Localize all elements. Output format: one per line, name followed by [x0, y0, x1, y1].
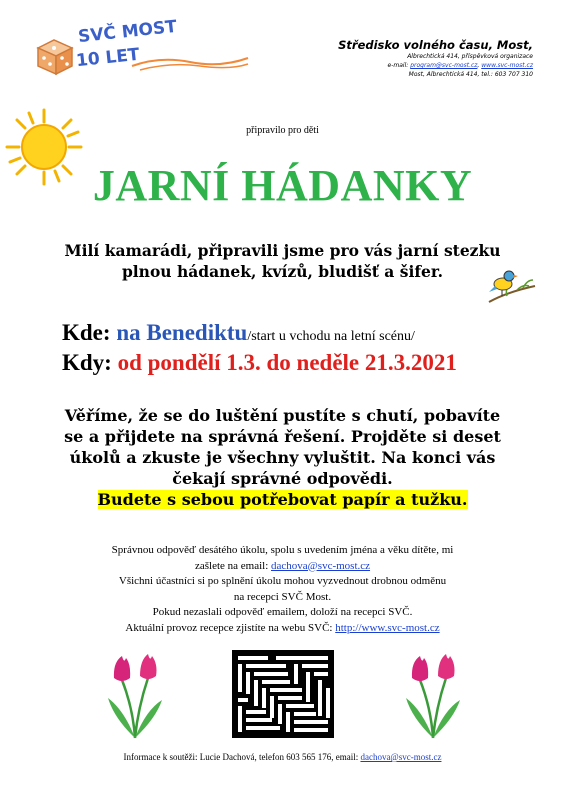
dice-logo-icon	[32, 32, 78, 78]
logo-title: SVČ MOST	[77, 16, 178, 48]
when-line	[62, 350, 457, 376]
intro-line-1: Milí kamarádi, připravili jsme pro vás jarní stezku	[64, 241, 501, 260]
page-title: JARNÍ HÁDANKY	[92, 161, 473, 210]
logo-subtitle: 10 LET	[75, 44, 141, 72]
org-email-sep: ,	[477, 62, 482, 69]
info-line-6	[30, 621, 535, 637]
svc-logo	[30, 16, 210, 82]
org-email-link[interactable]: program@svc-most.cz	[410, 62, 478, 69]
info-line-3: Všichni účastníci si po splnění úkolu mohou vyzvednout drobnou odměnu	[118, 575, 447, 587]
org-web-link[interactable]: www.svc-most.cz	[481, 62, 533, 69]
prepared-for-kids: připravilo pro děti	[246, 125, 319, 136]
highlight-note: Budete s sebou potřebovat papír a tužku.	[97, 490, 468, 509]
org-email-prefix: e-mail:	[387, 62, 411, 69]
info-web-prefix: Aktuální provoz recepce zjistíte na webu SVČ:	[125, 621, 336, 634]
organization-header	[338, 38, 533, 79]
info-line-5: Pokud nezaslali odpověď emailem, doloží na recepci SVČ.	[152, 606, 413, 618]
info-line-4: na recepci SVČ Most.	[233, 590, 332, 603]
footer-email-link[interactable]: dachova@svc-most.cz	[360, 752, 442, 762]
footer-prefix: Informace k soutěži: Lucie Dachová, telefon 603 565 176, email:	[123, 752, 361, 762]
info-email-link[interactable]: dachova@svc-most.cz	[271, 559, 371, 572]
logo-swoosh	[130, 52, 250, 72]
org-name: Středisko volného času, Most,	[338, 38, 533, 52]
where-label: Kde:	[62, 320, 111, 345]
org-contacts	[338, 61, 533, 70]
main-line-2: se a přijdete na správná řešení. Projděte si deset	[64, 427, 501, 446]
main-line-1: Věříme, že se do luštění pustíte s chutí, pobavíte	[64, 406, 501, 425]
info-text	[30, 543, 535, 636]
maze-icon	[232, 650, 334, 738]
when-label: Kdy:	[62, 350, 112, 375]
tulip-icon	[100, 648, 170, 740]
main-text	[30, 405, 535, 510]
when-date: od pondělí 1.3. do neděle 21.3.2021	[117, 350, 457, 375]
info-line-1: Správnou odpověď desátého úkolu, spolu s uvedením jména a věku dítěte, mi	[111, 544, 454, 556]
info-line-2	[30, 559, 535, 575]
where-note: /start u vchodu na letní scénu/	[247, 329, 415, 344]
main-line-4: čekají správné odpovědi.	[172, 469, 393, 488]
where-place: na Benediktu	[116, 320, 248, 345]
info-web-link[interactable]: http://www.svc-most.cz	[335, 621, 440, 634]
footer-contact	[0, 752, 565, 762]
info-email-prefix: zašlete na email:	[194, 559, 272, 572]
tulip-icon	[398, 648, 468, 740]
org-contact: Most, Albrechtická 414, tel.: 603 707 310	[408, 71, 533, 78]
intro-line-2: plnou hádanek, kvízů, bludišť a šifer.	[121, 262, 444, 281]
where-line	[62, 320, 415, 346]
org-address: Albrechtická 414, příspěvková organizace	[407, 53, 533, 60]
main-line-3: úkolů a zkuste je všechny vyluštit. Na konci vás	[69, 448, 496, 467]
intro-text	[40, 240, 525, 282]
bird-icon	[487, 262, 537, 306]
